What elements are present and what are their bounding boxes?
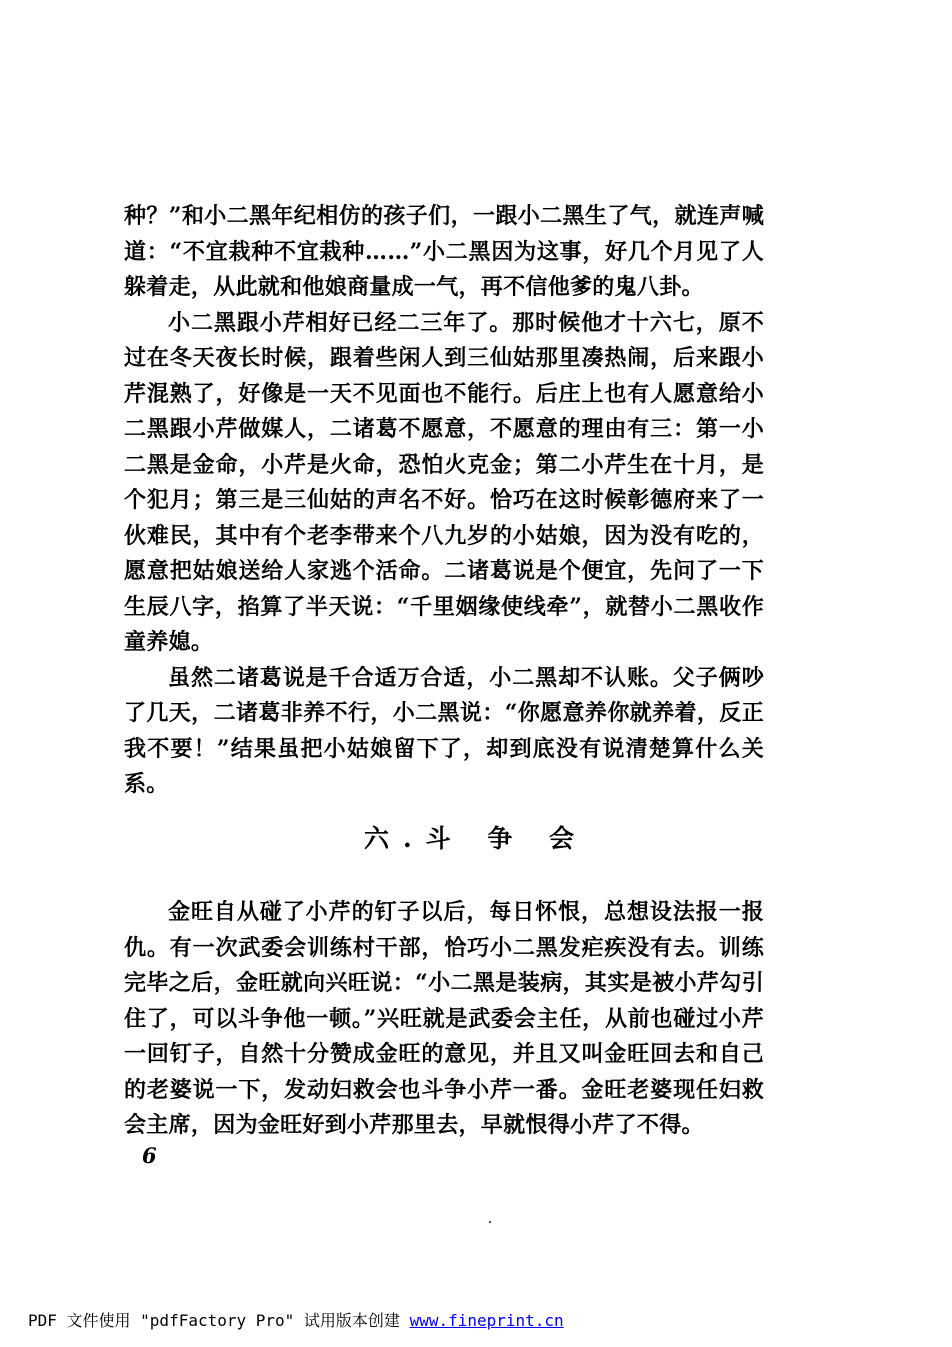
body-text-bottom [124,895,764,1144]
paragraph: 虽然二诸葛说是千合适万合适，小二黑却不认账。父子俩吵了几天，二诸葛非养不行，小二黑说：“你愿意养你就养着，反正我不要！”结果虽把小姑娘留下了，却到底没有说清楚算什么关系。 [124,664,764,797]
footer-text: PDF 文件使用 "pdfFactory Pro" 试用版本创建 [28,1311,410,1330]
body-text-top [124,199,764,803]
scan-speck [489,1221,491,1223]
page-number: 6 [142,1143,157,1168]
section-heading: 六.斗 争 会 [363,824,589,853]
footer-link[interactable]: www.fineprint.cn [409,1311,564,1330]
paragraph-continued: 种？”和小二黑年纪相仿的孩子们，一跟小二黑生了气，就连声喊道：“不宜栽种不宜栽种……”小二黑因为这事，好几个月见了人躲着走，从此就和他娘商量成一气，再不信他爹的鬼八卦。 [124,203,764,300]
paragraph: 金旺自从碰了小芹的钉子以后，每日怀恨，总想设法报一报仇。有一次武委会训练村干部，恰巧小二黑发疟疾没有去。训练完毕之后，金旺就向兴旺说：“小二黑是装病，其实是被小芹勾引住了，可以斗争他一顿。”兴旺就是武委会主任，从前也碰过小芹一回钉子，自然十分赞成金旺的意见，并且又叫金旺回去和自己的老婆说一下，发动妇救会也斗争小芹一番。金旺老婆现任妇救会主席，因为金旺好到小芹那里去，早就恨得小芹了不得。 [124,899,764,1138]
paragraph: 小二黑跟小芹相好已经二三年了。那时候他才十六七，原不过在冬天夜长时候，跟着些闲人到三仙姑那里凑热闹，后来跟小芹混熟了，好像是一天不见面也不能行。后庄上也有人愿意给小二黑跟小芹做媒人，二诸葛不愿意，不愿意的理由有三：第一小二黑是金命，小芹是火命，恐怕火克金；第二小芹生在十月，是个犯月；第三是三仙姑的声名不好。恰巧在这时候彰德府来了一伙难民，其中有个老李带来个八九岁的小姑娘，因为没有吃的，愿意把姑娘送给人家逃个活命。二诸葛说是个便宜，先问了一下生辰八字，掐算了半天说：“千里姻缘使线牵”，就替小二黑收作童养媳。 [124,309,764,655]
pdf-footer [28,1309,564,1333]
